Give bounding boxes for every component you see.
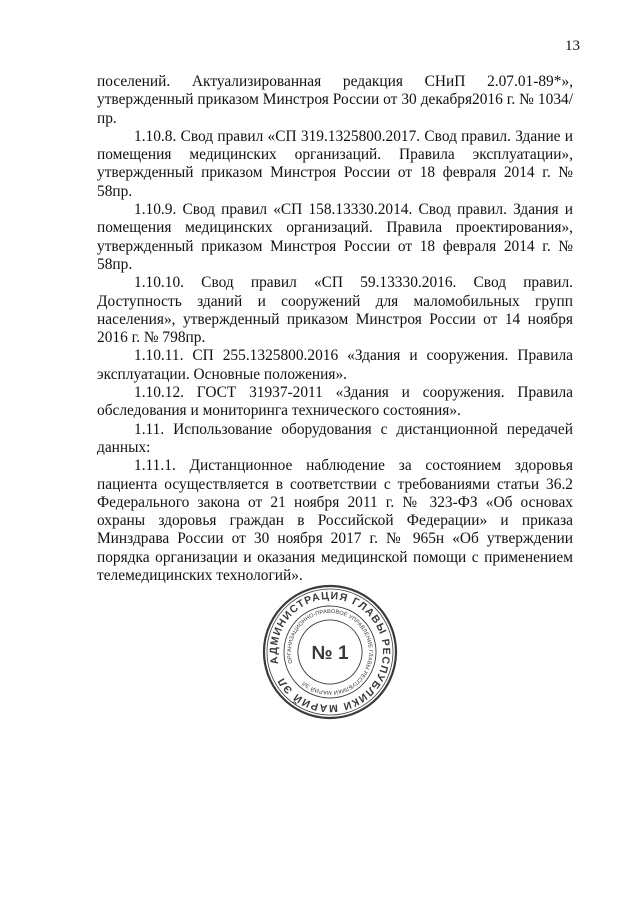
paragraph-1-10-11: 1.10.11. СП 255.1325800.2016 «Здания и сооружения. Правила эксплуатации. Основные положения». — [97, 347, 573, 383]
paragraph-1-10-9: 1.10.9. Свод правил «СП 158.13330.2014. Свод правил. Здания и помещения медицинских организаций. Правила проектирования», утвержденный приказом Минстроя России от 18 февраля 2014 г. № 58пр. — [97, 201, 573, 273]
paragraph-1-10-10: 1.10.10. Свод правил «СП 59.13330.2016. Свод правил. Доступность зданий и сооружений для маломобильных групп населения», утвержденный приказом Минстроя России от 14 ноября 2016 г. № 798пр. — [97, 274, 573, 347]
paragraph-1-11-1: 1.11.1. Дистанционное наблюдение за состоянием здоровья пациента осуществляется в соответствии с требованиями статьи 36.2 Федерального закона от 21 ноября 2011 г. № 323-ФЗ «Об основах охраны здоровья граждан в Российской Федерации» и приказа Минздрава России от 30 ноября 2017 г. № 965н «Об утверждении порядка организации и оказания медицинской помощи с применением телемедицинских технологий». — [97, 457, 573, 585]
paragraph-1-10-8: 1.10.8. Свод правил «СП 319.1325800.2017. Свод правил. Здание и помещения медицинских организаций. Правила эксплуатации», утвержденный приказом Минстроя России от 18 февраля 2014 г. № 58пр. — [97, 127, 573, 200]
seal-graphic — [260, 582, 400, 722]
paragraph-1-10-12: 1.10.12. ГОСТ 31937-2011 «Здания и сооружения. Правила обследования и мониторинга технического состояния». — [97, 384, 573, 420]
paragraph-continuation: поселений. Актуализированная редакция СНиП 2.07.01-89*», утвержденный приказом Минстроя России от 30 декабря2016 г. № 1034/пр. — [97, 73, 573, 127]
document-body — [97, 73, 573, 585]
seal-outer-text: АДМИНИСТРАЦИЯ ГЛАВЫ РЕСПУБЛИКИ МАРИЙ ЭЛ — [267, 589, 393, 715]
official-seal — [260, 582, 400, 722]
page-number: 13 — [565, 38, 580, 54]
paragraph-1-11: 1.11. Использование оборудования с дистанционной передачей данных: — [97, 420, 573, 456]
seal-center-number: № 1 — [311, 643, 349, 664]
seal-inner-text: ОРГАНИЗАЦИОННО-ПРАВОВОЕ УПРАВЛЕНИЕ ГЛАВЫ РЕСПУБЛИКИ МАРИЙ ЭЛ — [286, 608, 374, 696]
